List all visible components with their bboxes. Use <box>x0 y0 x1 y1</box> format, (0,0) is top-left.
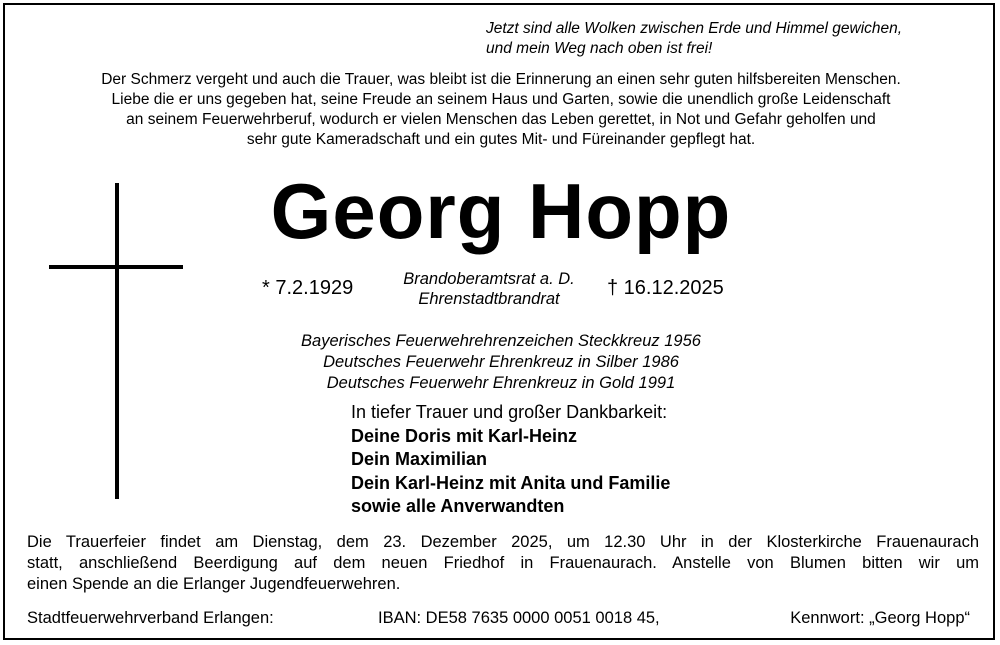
service-line: Die Trauerfeier findet am Dienstag, dem 23. Dezember 2025, um 12.30 Uhr in der Klosterkirche Frauenaurach <box>27 533 979 551</box>
funeral-service-info <box>27 532 979 595</box>
obituary-notice <box>3 3 995 640</box>
intro-line: sehr gute Kameradschaft und ein gutes Mit- und Füreinander gepflegt hat. <box>246 131 756 148</box>
intro-line: Liebe die er uns gegeben hat, seine Freude an seinem Haus und Garten, sowie die unendlich große Leidenschaft <box>111 91 891 108</box>
cross-icon-horizontal <box>49 265 183 269</box>
title-line: Brandoberamtsrat a. D. <box>403 270 575 288</box>
mourner-name: Deine Doris mit Karl-Heinz <box>351 425 578 446</box>
bank-reference: Kennwort: „Georg Hopp“ <box>790 609 970 627</box>
mourner-name: Dein Karl-Heinz mit Anita und Familie <box>351 472 671 493</box>
mourner-name: Dein Maximilian <box>351 449 488 469</box>
honor-item: Bayerisches Feuerwehrehrenzeichen Steckkreuz 1956 <box>301 332 701 350</box>
honor-item: Deutsches Feuerwehr Ehrenkreuz in Gold 1991 <box>326 374 676 392</box>
intro-line: an seinem Feuerwehrberuf, wodurch er vielen Menschen das Leben gerettet, in Not und Gefahr geholfen und <box>126 111 876 128</box>
motto-quote <box>486 19 966 59</box>
birth-date: * 7.2.1929 <box>262 277 354 299</box>
mourners-block <box>351 401 670 519</box>
honor-item: Deutsches Feuerwehr Ehrenkreuz in Silber 1986 <box>323 353 679 371</box>
motto-line: und mein Weg nach oben ist frei! <box>486 40 713 57</box>
deceased-title <box>384 269 594 309</box>
service-line: statt, anschließend Beerdigung auf dem neuen Friedhof in Frauenaurach. Anstelle von Blumen bitten wir um <box>27 554 979 572</box>
bank-recipient: Stadtfeuerwehrverband Erlangen: <box>27 609 274 627</box>
honors-list <box>5 331 995 394</box>
title-line: Ehrenstadtbrandrat <box>418 290 560 308</box>
death-date: † 16.12.2025 <box>607 277 724 299</box>
motto-line: Jetzt sind alle Wolken zwischen Erde und Himmel gewichen, <box>486 20 903 37</box>
mourner-name: sowie alle Anverwandten <box>351 496 565 516</box>
deceased-name: Georg Hopp <box>270 167 732 255</box>
service-line: einen Spende an die Erlanger Jugendfeuerwehren. <box>27 575 401 593</box>
mourning-lead: In tiefer Trauer und großer Dankbarkeit: <box>351 402 668 422</box>
intro-text <box>5 70 995 150</box>
intro-line: Der Schmerz vergeht und auch die Trauer, was bleibt ist die Erinnerung an einen sehr guten hilfsbereiten Menschen. <box>101 71 901 88</box>
bank-iban: IBAN: DE58 7635 0000 0051 0018 45, <box>378 609 660 627</box>
